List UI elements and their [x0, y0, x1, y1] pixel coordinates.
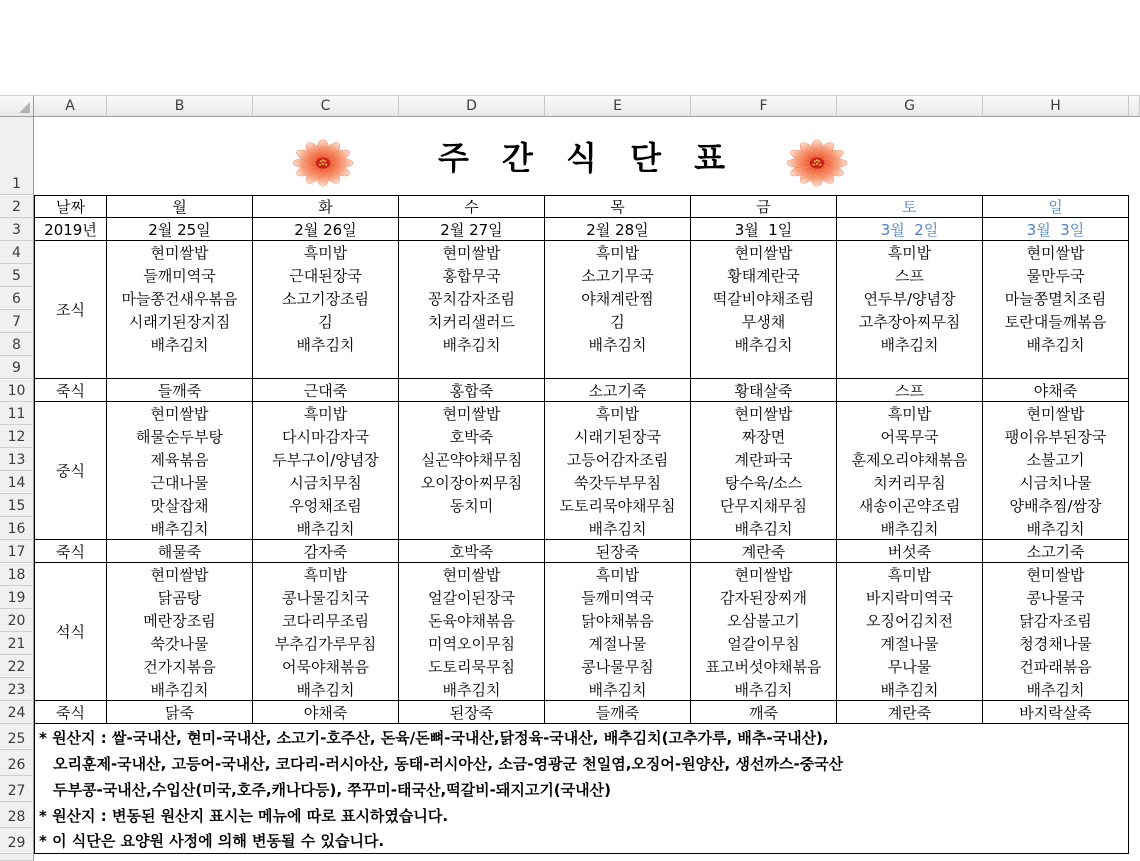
meal-label-breakfast[interactable]: 조식	[34, 241, 107, 379]
breakfast-menu-cell-mon[interactable]: 현미쌀밥	[107, 241, 253, 264]
breakfast-menu-cell-thu[interactable]: 소고기무국	[545, 264, 691, 287]
date-cell-sat[interactable]: 3월 2일	[837, 218, 983, 241]
lunch-menu-cell-mon[interactable]: 현미쌀밥	[107, 402, 253, 425]
column-header-d[interactable]: D	[399, 95, 545, 117]
lunch-menu-cell-thu[interactable]: 고등어감자조림	[545, 448, 691, 471]
porridge-morning-menu-cell-wed[interactable]: 홍합죽	[399, 379, 545, 402]
day-header-fri[interactable]: 금	[691, 195, 837, 218]
lunch-menu-cell-thu[interactable]: 시래기된장국	[545, 425, 691, 448]
right-flower-icon	[786, 139, 848, 187]
day-header-sat[interactable]: 토	[837, 195, 983, 218]
porridge-noon-menu-cell-mon[interactable]: 해물죽	[107, 540, 253, 563]
row-header-8[interactable]: 8	[0, 333, 34, 356]
dinner-menu-cell-fri[interactable]: 얼갈이무침	[691, 632, 837, 655]
column-header-c[interactable]: C	[253, 95, 399, 117]
page-title: 주 간 식 단 표	[437, 139, 737, 177]
row-header-24[interactable]: 24	[0, 701, 34, 724]
row-header-7[interactable]: 7	[0, 310, 34, 333]
lunch-menu-cell-sun[interactable]: 현미쌀밥	[983, 402, 1129, 425]
breakfast-menu-cell-fri[interactable]: 현미쌀밥	[691, 241, 837, 264]
row-header-29[interactable]: 29	[0, 828, 34, 854]
breakfast-menu-cell-mon[interactable]: 들깨미역국	[107, 264, 253, 287]
dinner-menu-cell-sat[interactable]: 무나물	[837, 655, 983, 678]
dinner-menu-cell-wed[interactable]: 미역오이무침	[399, 632, 545, 655]
lunch-menu-cell-tue[interactable]: 다시마감자국	[253, 425, 399, 448]
dinner-menu-cell-sun[interactable]: 건파래볶음	[983, 655, 1129, 678]
lunch-menu-cell-tue[interactable]: 두부구이/양념장	[253, 448, 399, 471]
day-header-mon[interactable]: 월	[107, 195, 253, 218]
porridge-noon-menu-cell-fri[interactable]: 계란죽	[691, 540, 837, 563]
breakfast-menu-cell-tue[interactable]: 소고기장조림	[253, 287, 399, 310]
breakfast-menu-cell-wed[interactable]: 홍합무국	[399, 264, 545, 287]
meal-label-lunch[interactable]: 중식	[34, 402, 107, 540]
breakfast-menu-cell-fri[interactable]: 무생채	[691, 310, 837, 333]
row-header-20[interactable]: 20	[0, 609, 34, 632]
meal-label-porridge-noon[interactable]: 죽식	[34, 540, 107, 563]
lunch-menu-cell-sat[interactable]: 치커리무침	[837, 471, 983, 494]
breakfast-menu-cell-tue[interactable]: 김	[253, 310, 399, 333]
dinner-menu-cell-thu[interactable]: 닭야채볶음	[545, 609, 691, 632]
dinner-menu-cell-thu[interactable]: 들깨미역국	[545, 586, 691, 609]
row-header-9[interactable]: 9	[0, 356, 34, 379]
dinner-menu-cell-fri[interactable]: 현미쌀밥	[691, 563, 837, 586]
lunch-menu-cell-sat[interactable]: 훈제오리야채볶음	[837, 448, 983, 471]
row-header-17[interactable]: 17	[0, 540, 34, 563]
porridge-evening-menu-cell-thu[interactable]: 들깨죽	[545, 701, 691, 724]
dinner-menu-cell-sat[interactable]: 오징어김치전	[837, 609, 983, 632]
row-header-27[interactable]: 27	[0, 776, 34, 802]
lunch-menu-cell-sat[interactable]: 흑미밥	[837, 402, 983, 425]
lunch-menu-cell-fri[interactable]: 배추김치	[691, 517, 837, 540]
lunch-menu-cell-tue[interactable]: 배추김치	[253, 517, 399, 540]
breakfast-menu-cell-tue[interactable]: 근대된장국	[253, 264, 399, 287]
breakfast-menu-cell-wed[interactable]: 현미쌀밥	[399, 241, 545, 264]
breakfast-menu-cell-wed[interactable]: 치커리샐러드	[399, 310, 545, 333]
lunch-menu-cell-thu[interactable]: 흑미밥	[545, 402, 691, 425]
row-header-22[interactable]: 22	[0, 655, 34, 678]
breakfast-menu-cell-sun[interactable]: 물만두국	[983, 264, 1129, 287]
dinner-menu-cell-thu[interactable]: 계절나물	[545, 632, 691, 655]
porridge-morning-menu-cell-fri[interactable]: 황태살죽	[691, 379, 837, 402]
dinner-menu-cell-mon[interactable]: 건가지볶음	[107, 655, 253, 678]
breakfast-menu-cell-fri[interactable]: 배추김치	[691, 333, 837, 356]
dinner-menu-cell-sat[interactable]: 배추김치	[837, 678, 983, 701]
date-cell-wed[interactable]: 2월 27일	[399, 218, 545, 241]
dinner-menu-cell-tue[interactable]: 어묵야채볶음	[253, 655, 399, 678]
breakfast-menu-cell-thu[interactable]: 야채계란찜	[545, 287, 691, 310]
porridge-noon-menu-cell-wed[interactable]: 호박죽	[399, 540, 545, 563]
row-header-19[interactable]: 19	[0, 586, 34, 609]
column-header-h[interactable]: H	[983, 95, 1129, 117]
dinner-menu-cell-mon[interactable]: 현미쌀밥	[107, 563, 253, 586]
dinner-menu-cell-fri[interactable]: 표고버섯야채볶음	[691, 655, 837, 678]
meal-label-porridge-morning[interactable]: 죽식	[34, 379, 107, 402]
lunch-menu-cell-fri[interactable]: 탕수육/소스	[691, 471, 837, 494]
breakfast-menu-cell-mon[interactable]: 배추김치	[107, 333, 253, 356]
breakfast-menu-cell-sat[interactable]: 고추장아찌무침	[837, 310, 983, 333]
porridge-morning-menu-cell-sat[interactable]: 스프	[837, 379, 983, 402]
lunch-menu-cell-fri[interactable]: 짜장면	[691, 425, 837, 448]
breakfast-menu-cell-fri[interactable]: 떡갈비야채조림	[691, 287, 837, 310]
date-label-cell[interactable]: 날짜	[34, 195, 107, 218]
title-cell[interactable]	[34, 117, 1129, 195]
dinner-menu-cell-thu[interactable]: 콩나물무침	[545, 655, 691, 678]
row-header-6[interactable]: 6	[0, 287, 34, 310]
row-header-2[interactable]: 2	[0, 195, 34, 218]
select-all-triangle-icon	[19, 102, 30, 113]
dinner-menu-cell-fri[interactable]: 오삼불고기	[691, 609, 837, 632]
porridge-noon-menu-cell-tue[interactable]: 감자죽	[253, 540, 399, 563]
row-header-25[interactable]: 25	[0, 724, 34, 750]
porridge-evening-menu-cell-wed[interactable]: 된장죽	[399, 701, 545, 724]
dinner-menu-cell-wed[interactable]: 배추김치	[399, 678, 545, 701]
row-header-21[interactable]: 21	[0, 632, 34, 655]
lunch-menu-cell-sat[interactable]: 어묵무국	[837, 425, 983, 448]
date-cell-mon[interactable]: 2월 25일	[107, 218, 253, 241]
row-header-5[interactable]: 5	[0, 264, 34, 287]
lunch-menu-cell-sun[interactable]: 배추김치	[983, 517, 1129, 540]
breakfast-menu-cell-mon[interactable]	[107, 356, 253, 379]
date-cell-fri[interactable]: 3월 1일	[691, 218, 837, 241]
lunch-menu-cell-mon[interactable]: 근대나물	[107, 471, 253, 494]
lunch-menu-cell-wed[interactable]	[399, 517, 545, 540]
select-all-corner[interactable]	[0, 95, 34, 117]
breakfast-menu-cell-tue[interactable]	[253, 356, 399, 379]
dinner-menu-cell-fri[interactable]: 감자된장찌개	[691, 586, 837, 609]
dinner-menu-cell-tue[interactable]: 콩나물김치국	[253, 586, 399, 609]
dinner-menu-cell-sun[interactable]: 닭감자조림	[983, 609, 1129, 632]
breakfast-menu-cell-thu[interactable]: 배추김치	[545, 333, 691, 356]
row-header-12[interactable]: 12	[0, 425, 34, 448]
breakfast-menu-cell-thu[interactable]: 김	[545, 310, 691, 333]
porridge-morning-menu-cell-sun[interactable]: 야채죽	[983, 379, 1129, 402]
breakfast-menu-cell-sat[interactable]: 스프	[837, 264, 983, 287]
breakfast-menu-cell-mon[interactable]: 시래기된장지짐	[107, 310, 253, 333]
dinner-menu-cell-wed[interactable]: 얼갈이된장국	[399, 586, 545, 609]
porridge-evening-menu-cell-tue[interactable]: 야채죽	[253, 701, 399, 724]
lunch-menu-cell-mon[interactable]: 해물순두부탕	[107, 425, 253, 448]
note-line-3[interactable]: 두부콩-국내산,수입산(미국,호주,캐나다등), 쭈꾸미-태국산,떡갈비-돼지고기(국내산)	[34, 776, 1129, 802]
day-header-thu[interactable]: 목	[545, 195, 691, 218]
meal-label-dinner[interactable]: 석식	[34, 563, 107, 701]
left-flower-icon	[292, 139, 354, 187]
dinner-menu-cell-tue[interactable]: 부추김가루무침	[253, 632, 399, 655]
breakfast-menu-cell-sun[interactable]: 토란대들깨볶음	[983, 310, 1129, 333]
dinner-menu-cell-sun[interactable]: 배추김치	[983, 678, 1129, 701]
row-header-26[interactable]: 26	[0, 750, 34, 776]
lunch-menu-cell-wed[interactable]: 오이장아찌무침	[399, 471, 545, 494]
dinner-menu-cell-sat[interactable]: 바지락미역국	[837, 586, 983, 609]
breakfast-menu-cell-fri[interactable]: 황태계란국	[691, 264, 837, 287]
dinner-menu-cell-wed[interactable]: 돈육야채볶음	[399, 609, 545, 632]
breakfast-menu-cell-sat[interactable]: 흑미밥	[837, 241, 983, 264]
column-header-e[interactable]: E	[545, 95, 691, 117]
row-header-13[interactable]: 13	[0, 448, 34, 471]
lunch-menu-cell-sun[interactable]: 소불고기	[983, 448, 1129, 471]
dinner-menu-cell-thu[interactable]: 흑미밥	[545, 563, 691, 586]
year-cell[interactable]: 2019년	[34, 218, 107, 241]
dinner-menu-cell-mon[interactable]: 메란장조림	[107, 609, 253, 632]
row-header-18[interactable]: 18	[0, 563, 34, 586]
porridge-evening-menu-cell-mon[interactable]: 닭죽	[107, 701, 253, 724]
breakfast-menu-cell-sun[interactable]	[983, 356, 1129, 379]
lunch-menu-cell-mon[interactable]: 제육볶음	[107, 448, 253, 471]
column-header-a[interactable]: A	[34, 95, 107, 117]
dinner-menu-cell-sun[interactable]: 현미쌀밥	[983, 563, 1129, 586]
row-header-1[interactable]: 1	[0, 117, 34, 195]
note-line-1[interactable]: * 원산지 : 쌀-국내산, 현미-국내산, 소고기-호주산, 돈육/돈뼈-국내산,닭정육-국내산, 배추김치(고추가루, 배추-국내산),	[34, 724, 1129, 750]
date-cell-tue[interactable]: 2월 26일	[253, 218, 399, 241]
note-line-2[interactable]: 오리훈제-국내산, 고등어-국내산, 코다리-러시아산, 동태-러시아산, 소금-영광군 천일염,오징어-원양산, 생선까스-중국산	[34, 750, 1129, 776]
row-header-23[interactable]: 23	[0, 678, 34, 701]
dinner-menu-cell-sat[interactable]: 흑미밥	[837, 563, 983, 586]
column-header-b[interactable]: B	[107, 95, 253, 117]
dinner-menu-cell-tue[interactable]: 코다리무조림	[253, 609, 399, 632]
dinner-menu-cell-wed[interactable]: 현미쌀밥	[399, 563, 545, 586]
row-header-15[interactable]: 15	[0, 494, 34, 517]
dinner-menu-cell-sun[interactable]: 콩나물국	[983, 586, 1129, 609]
row-header-11[interactable]: 11	[0, 402, 34, 425]
breakfast-menu-cell-wed[interactable]	[399, 356, 545, 379]
lunch-menu-cell-fri[interactable]: 단무지채무침	[691, 494, 837, 517]
lunch-menu-cell-wed[interactable]: 현미쌀밥	[399, 402, 545, 425]
breakfast-menu-cell-sat[interactable]: 연두부/양념장	[837, 287, 983, 310]
breakfast-menu-cell-thu[interactable]	[545, 356, 691, 379]
porridge-noon-menu-cell-thu[interactable]: 된장죽	[545, 540, 691, 563]
date-cell-thu[interactable]: 2월 28일	[545, 218, 691, 241]
breakfast-menu-cell-sun[interactable]: 배추김치	[983, 333, 1129, 356]
porridge-morning-menu-cell-thu[interactable]: 소고기죽	[545, 379, 691, 402]
lunch-menu-cell-tue[interactable]: 우엉채조림	[253, 494, 399, 517]
lunch-menu-cell-mon[interactable]: 맛살잡채	[107, 494, 253, 517]
porridge-noon-menu-cell-sat[interactable]: 버섯죽	[837, 540, 983, 563]
row-header-14[interactable]: 14	[0, 471, 34, 494]
dinner-menu-cell-wed[interactable]: 도토리묵무침	[399, 655, 545, 678]
dinner-menu-cell-tue[interactable]: 흑미밥	[253, 563, 399, 586]
dinner-menu-cell-mon[interactable]: 닭곰탕	[107, 586, 253, 609]
lunch-menu-cell-sun[interactable]: 시금치나물	[983, 471, 1129, 494]
lunch-menu-cell-thu[interactable]: 도토리묵야채무침	[545, 494, 691, 517]
lunch-menu-cell-wed[interactable]: 동치미	[399, 494, 545, 517]
lunch-menu-cell-fri[interactable]: 현미쌀밥	[691, 402, 837, 425]
porridge-evening-menu-cell-fri[interactable]: 깨죽	[691, 701, 837, 724]
meal-label-porridge-evening[interactable]: 죽식	[34, 701, 107, 724]
column-header-f[interactable]: F	[691, 95, 837, 117]
porridge-morning-menu-cell-mon[interactable]: 들깨죽	[107, 379, 253, 402]
note-line-4[interactable]: * 원산지 : 변동된 원산지 표시는 메뉴에 따로 표시하였습니다.	[34, 802, 1129, 828]
row-header-10[interactable]: 10	[0, 379, 34, 402]
dinner-menu-cell-fri[interactable]: 배추김치	[691, 678, 837, 701]
dinner-menu-cell-sat[interactable]: 계절나물	[837, 632, 983, 655]
breakfast-menu-cell-sat[interactable]	[837, 356, 983, 379]
lunch-menu-cell-tue[interactable]: 시금치무침	[253, 471, 399, 494]
breakfast-menu-cell-mon[interactable]: 마늘쫑건새우볶음	[107, 287, 253, 310]
column-header-g[interactable]: G	[837, 95, 983, 117]
porridge-evening-menu-cell-sat[interactable]: 계란죽	[837, 701, 983, 724]
lunch-menu-cell-sun[interactable]: 팽이유부된장국	[983, 425, 1129, 448]
breakfast-menu-cell-thu[interactable]: 흑미밥	[545, 241, 691, 264]
lunch-menu-cell-wed[interactable]: 실곤약야채무침	[399, 448, 545, 471]
lunch-menu-cell-sat[interactable]: 배추김치	[837, 517, 983, 540]
breakfast-menu-cell-wed[interactable]: 꽁치감자조림	[399, 287, 545, 310]
porridge-morning-menu-cell-tue[interactable]: 근대죽	[253, 379, 399, 402]
row-header-28[interactable]: 28	[0, 802, 34, 828]
lunch-menu-cell-tue[interactable]: 흑미밥	[253, 402, 399, 425]
lunch-menu-cell-wed[interactable]: 호박죽	[399, 425, 545, 448]
breakfast-menu-cell-wed[interactable]: 배추김치	[399, 333, 545, 356]
breakfast-menu-cell-sun[interactable]: 현미쌀밥	[983, 241, 1129, 264]
lunch-menu-cell-thu[interactable]: 쑥갓두부무침	[545, 471, 691, 494]
row-header-partial[interactable]	[0, 854, 34, 861]
porridge-evening-menu-cell-sun[interactable]: 바지락살죽	[983, 701, 1129, 724]
dinner-menu-cell-thu[interactable]: 배추김치	[545, 678, 691, 701]
breakfast-menu-cell-fri[interactable]	[691, 356, 837, 379]
row-header-16[interactable]: 16	[0, 517, 34, 540]
lunch-menu-cell-sun[interactable]: 양배추찜/쌈장	[983, 494, 1129, 517]
lunch-menu-cell-sat[interactable]: 새송이곤약조림	[837, 494, 983, 517]
breakfast-menu-cell-tue[interactable]: 흑미밥	[253, 241, 399, 264]
dinner-menu-cell-mon[interactable]: 배추김치	[107, 678, 253, 701]
day-header-tue[interactable]: 화	[253, 195, 399, 218]
lunch-menu-cell-mon[interactable]: 배추김치	[107, 517, 253, 540]
breakfast-menu-cell-sat[interactable]: 배추김치	[837, 333, 983, 356]
row-header-3[interactable]: 3	[0, 218, 34, 241]
dinner-menu-cell-sun[interactable]: 청경채나물	[983, 632, 1129, 655]
note-line-5[interactable]: * 이 식단은 요양원 사정에 의해 변동될 수 있습니다.	[34, 828, 1129, 854]
breakfast-menu-cell-tue[interactable]: 배추김치	[253, 333, 399, 356]
dinner-menu-cell-tue[interactable]: 배추김치	[253, 678, 399, 701]
day-header-wed[interactable]: 수	[399, 195, 545, 218]
date-cell-sun[interactable]: 3월 3일	[983, 218, 1129, 241]
porridge-noon-menu-cell-sun[interactable]: 소고기죽	[983, 540, 1129, 563]
column-header-partial[interactable]	[1129, 95, 1140, 117]
breakfast-menu-cell-sun[interactable]: 마늘쫑멸치조림	[983, 287, 1129, 310]
lunch-menu-cell-thu[interactable]: 배추김치	[545, 517, 691, 540]
dinner-menu-cell-mon[interactable]: 쑥갓나물	[107, 632, 253, 655]
row-header-4[interactable]: 4	[0, 241, 34, 264]
day-header-sun[interactable]: 일	[983, 195, 1129, 218]
lunch-menu-cell-fri[interactable]: 계란파국	[691, 448, 837, 471]
